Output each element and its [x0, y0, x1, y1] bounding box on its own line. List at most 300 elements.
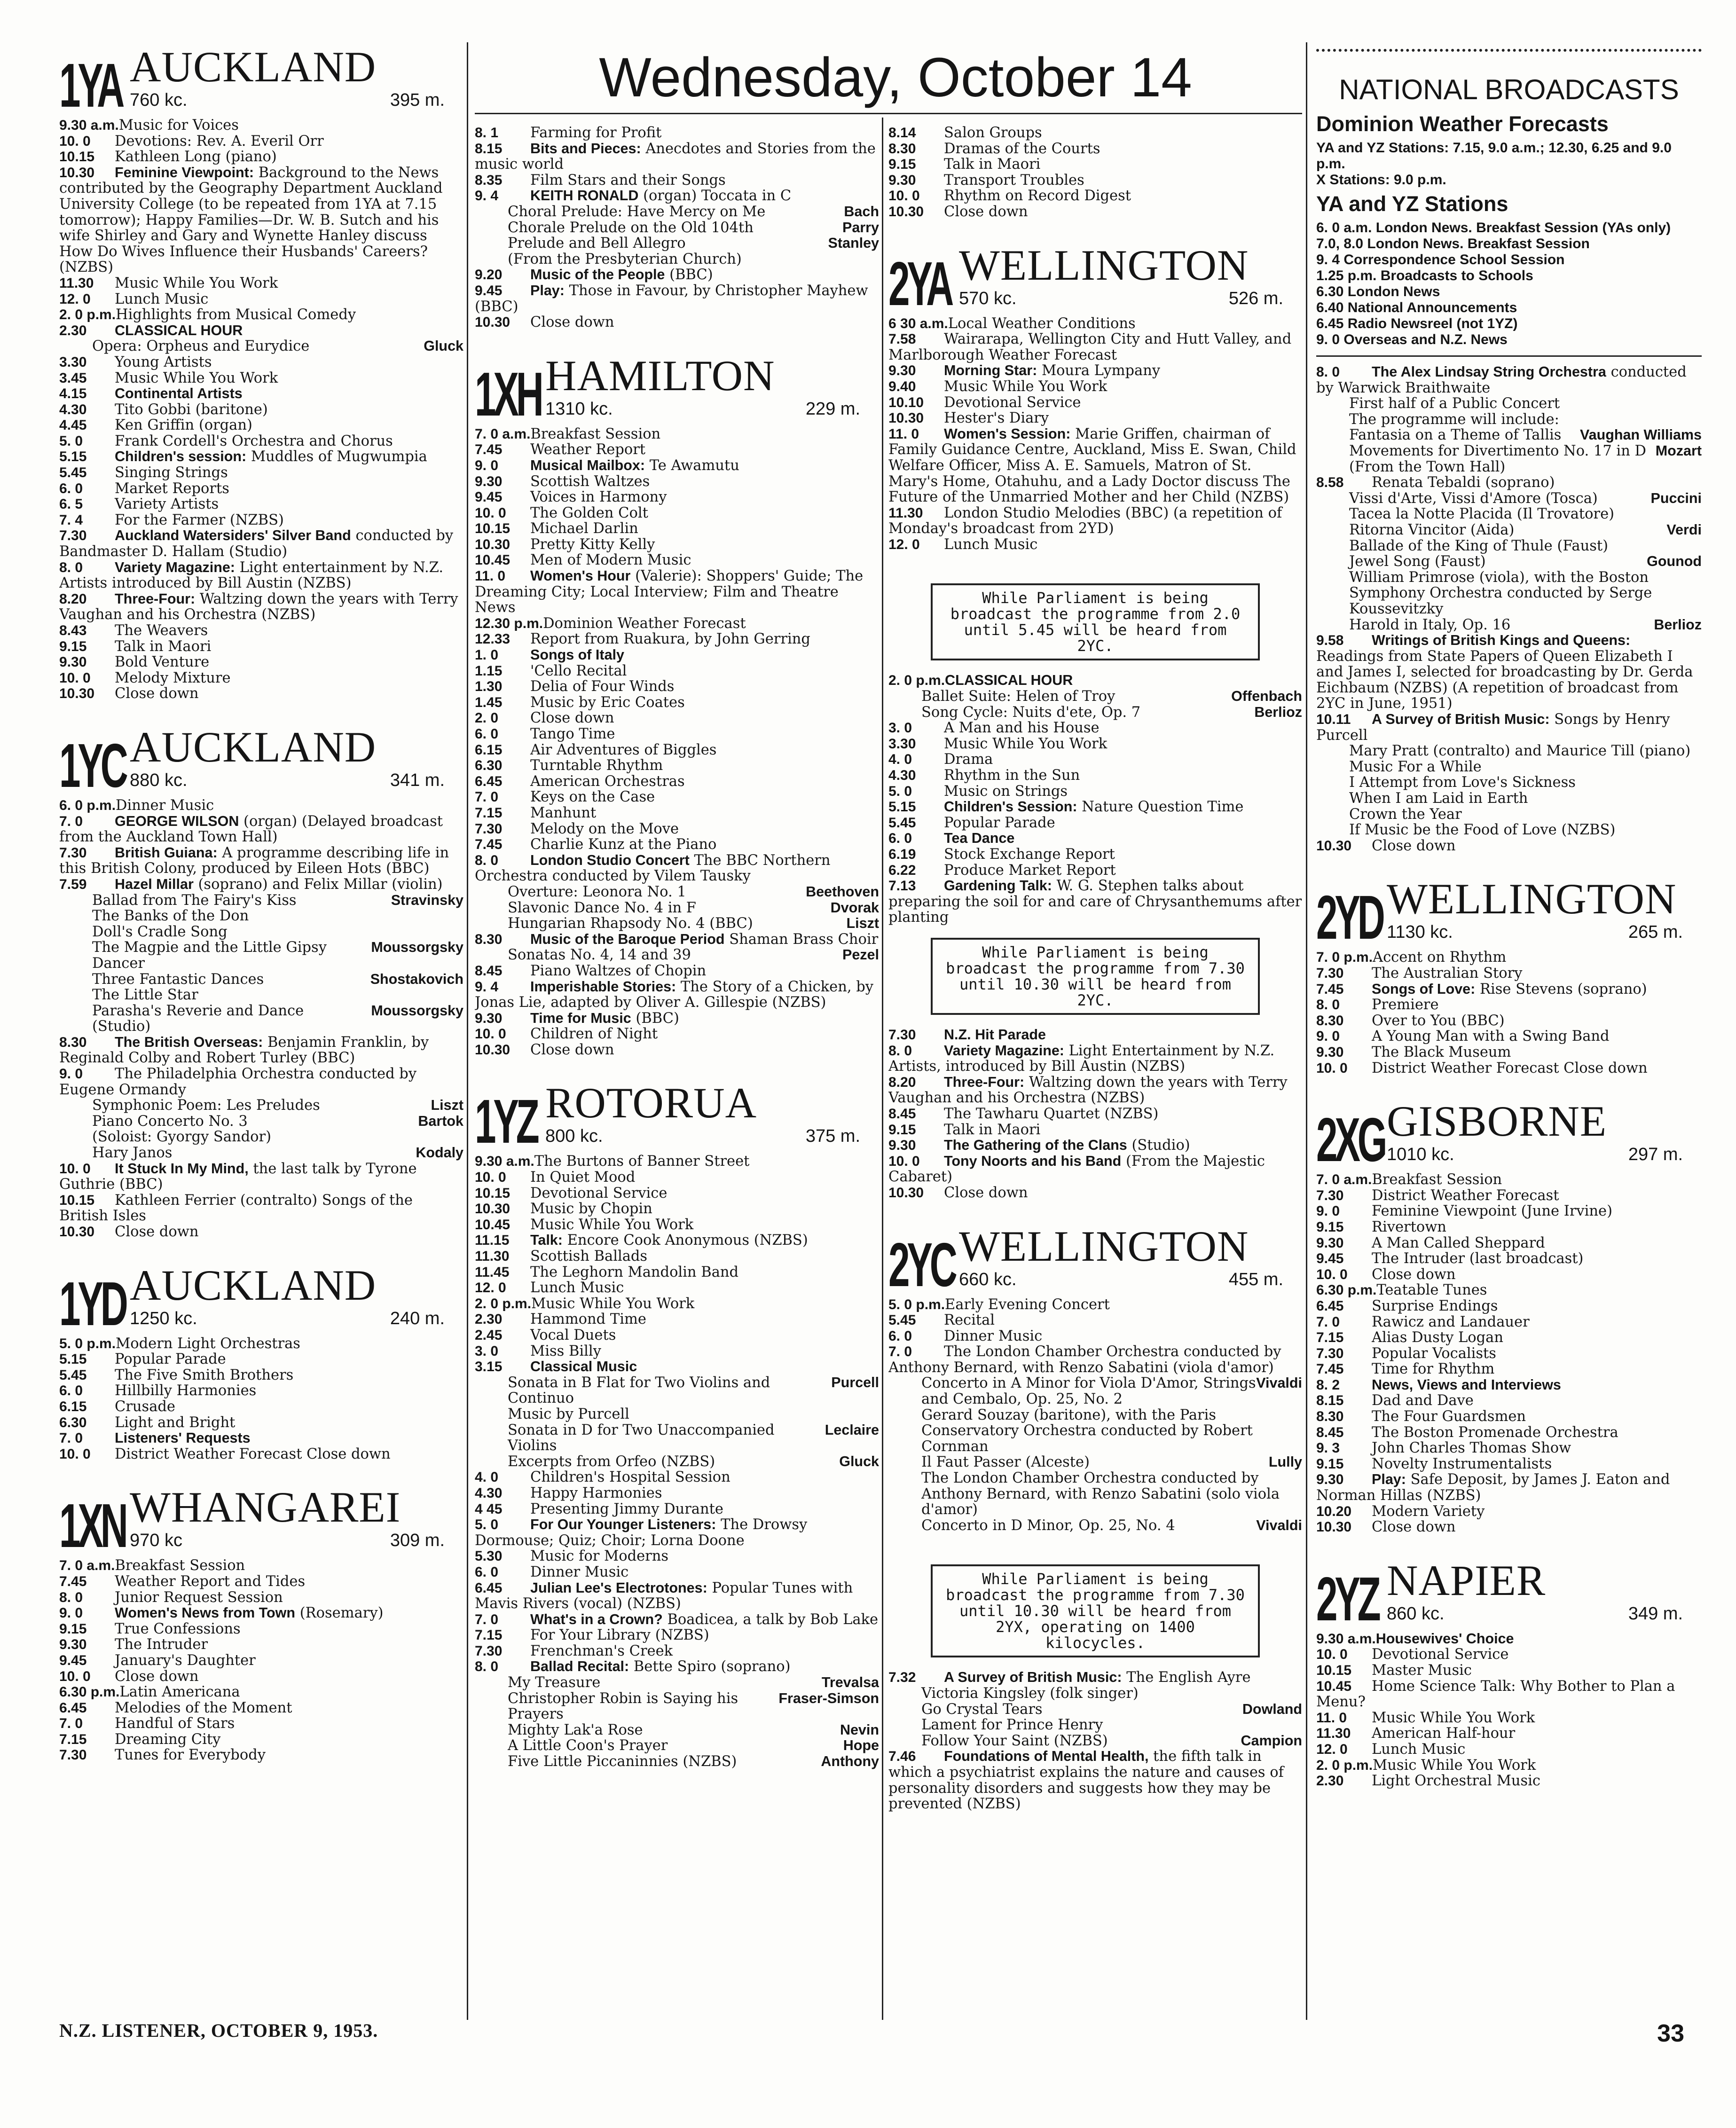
- programme-description: Rhythm on Record Digest: [944, 188, 1131, 204]
- programme-description: Boadicea, a talk by Bob Lake: [667, 1611, 879, 1628]
- station-city: WELLINGTON: [1387, 875, 1677, 923]
- composer: Verdi: [1666, 521, 1702, 538]
- station-header: [59, 1483, 463, 1561]
- programme-item: [475, 631, 879, 647]
- spacer: [59, 1462, 463, 1481]
- programme-title: Women's News from Town: [115, 1605, 296, 1621]
- programme-item: [59, 354, 463, 370]
- programme-time: 7.45: [475, 837, 503, 853]
- programme-item: [59, 877, 463, 893]
- programme-item: [475, 616, 879, 632]
- programme-subitem: [1316, 396, 1702, 412]
- programme-description: Transport Troubles: [944, 172, 1084, 188]
- programme-description: Readings from State Papers of Queen Elizabeth I and James I, selected for broadcasting by Dr. Gerda Eichbaum (NZBS) (A repetition of broadcast from 2YC in June, 1951): [1316, 648, 1693, 712]
- programme-description: Moura Lympany: [1041, 362, 1161, 379]
- programme-description: Voices in Harmony: [530, 489, 667, 506]
- programme-description: Hungarian Rhapsody No. 4 (BBC): [508, 915, 753, 932]
- programme-description: Follow Your Saint (NZBS): [921, 1732, 1108, 1749]
- programme-description: conducted by Warwick Braithwaite: [1316, 364, 1687, 396]
- programme-description: Frenchman's Creek: [530, 1642, 673, 1659]
- programme-time: 9.20: [475, 267, 503, 283]
- programme-description: Il Faut Passer (Alceste): [921, 1454, 1090, 1471]
- programme-item: [1316, 475, 1702, 491]
- programme-description: Rawicz and Landauer: [1372, 1313, 1530, 1330]
- programme-time: 10. 0: [59, 670, 91, 686]
- programme-time: 5. 0 p.m.: [59, 1335, 116, 1351]
- programme-time: 3.30: [59, 354, 87, 370]
- programme-time: 9. 0: [1316, 1203, 1340, 1219]
- programme-description: The London Chamber Orchestra conducted by Anthony Bernard, with Renzo Sabatini (viola d'amor): [888, 1343, 1281, 1376]
- programme-subitem: [888, 1470, 1302, 1518]
- programme-item: [59, 814, 463, 845]
- programme-item: [475, 679, 879, 695]
- programme-time: 7. 0: [888, 1344, 912, 1360]
- programme-description: Music While You Work: [530, 1216, 694, 1233]
- composer: Berlioz: [1254, 704, 1302, 720]
- programme-description: Local Weather Conditions: [948, 315, 1136, 332]
- station-city: ROTORUA: [545, 1079, 757, 1127]
- station-call-sign: 1YD: [59, 1269, 126, 1338]
- programme-item: [475, 789, 879, 805]
- programme-title: British Guiana:: [115, 844, 218, 861]
- programme-time: 7.46: [888, 1749, 916, 1765]
- programme-item: [475, 647, 879, 663]
- programme-item: [475, 805, 879, 821]
- programme-item: [59, 639, 463, 655]
- programme-description: The Intruder (last broadcast): [1372, 1250, 1584, 1267]
- column-4: [1316, 40, 1702, 2020]
- programme-title: Gardening Talk:: [944, 878, 1052, 894]
- programme-subitem: [1316, 412, 1702, 428]
- programme-item: [59, 481, 463, 497]
- composer: Berlioz: [1654, 616, 1702, 633]
- composer: Beethoven: [806, 883, 879, 900]
- programme-time: 9.30 a.m.: [475, 1154, 534, 1170]
- programme-item: [59, 591, 463, 623]
- programme-description: Melody on the Move: [530, 820, 679, 837]
- programme-description: Tito Gobbi (baritone): [115, 401, 268, 418]
- wavy-rule: [1316, 49, 1702, 56]
- programme-time: 7.45: [59, 1573, 87, 1589]
- programme-item: [59, 1399, 463, 1415]
- programme-description: Sonata in B Flat for Two Violins and Continuo: [508, 1374, 770, 1407]
- programme-item: [59, 623, 463, 639]
- programme-item: [1316, 1188, 1702, 1204]
- programme-description: The Australian Story: [1372, 965, 1523, 982]
- station-frequency: 880 kc.: [130, 770, 188, 790]
- programme-item: [59, 560, 463, 591]
- programme-description: Close down: [530, 314, 614, 331]
- programme-description: Wairarapa, Wellington City and Hutt Valley, and Marlborough Weather Forecast: [888, 331, 1292, 363]
- station-header: [59, 43, 463, 120]
- programme-subitem: [475, 947, 879, 963]
- column-rule: [1306, 42, 1307, 2020]
- programme-time: 5.45: [59, 465, 87, 481]
- programme-time: 10.30: [59, 686, 95, 702]
- programme-time: 9.30: [475, 473, 503, 489]
- programme-item: [888, 157, 1302, 173]
- programme-item: [888, 188, 1302, 204]
- programme-description: (Studio): [92, 1018, 151, 1035]
- programme-item: [59, 512, 463, 528]
- programme-description: Highlights from Musical Comedy: [116, 306, 356, 323]
- programme-title: Bits and Pieces:: [530, 140, 641, 157]
- programme-time: 8.43: [59, 623, 87, 638]
- programme-title: Ballad Recital:: [530, 1658, 629, 1675]
- programme-description: Rivertown: [1372, 1218, 1446, 1235]
- programme-subitem: [475, 1422, 879, 1454]
- programme-time: 7.15: [59, 1731, 87, 1747]
- programme-title: Tea Dance: [944, 830, 1015, 847]
- programme-time: 9. 0: [1316, 1029, 1340, 1044]
- programme-description: Stock Exchange Report: [944, 846, 1115, 863]
- programme-item: [59, 275, 463, 291]
- programme-description: (From the Majestic Cabaret): [888, 1153, 1265, 1186]
- programme-item: [888, 878, 1302, 926]
- programme-item: [475, 1296, 879, 1312]
- programme-description: The Little Star: [92, 987, 198, 1004]
- programme-description: London Studio Melodies (BBC) (a repetition of Monday's broadcast from 2YD): [888, 504, 1282, 537]
- programme-time: 9.15: [888, 1122, 916, 1138]
- programme-description: If Music be the Food of Love (NZBS): [1349, 822, 1616, 839]
- programme-title: Imperishable Stories:: [530, 978, 676, 995]
- programme-time: 11.30: [59, 275, 94, 291]
- programme-item: [1316, 1409, 1702, 1425]
- programme-description: Those in Favour, by Christopher Mayhew (BBC): [475, 282, 868, 315]
- programme-description: Te Awamutu: [649, 457, 739, 474]
- programme-subitem: [888, 1717, 1302, 1733]
- programme-time: 8.58: [1316, 475, 1344, 491]
- programme-title: The Gathering of the Clans: [944, 1137, 1127, 1154]
- programme-title: The British Overseas:: [115, 1034, 263, 1050]
- station-wavelength: 395 m.: [390, 90, 445, 110]
- programme-subitem: [888, 1686, 1302, 1702]
- programme-time: 6.19: [888, 847, 916, 862]
- programme-time: 8. 0: [1316, 997, 1340, 1013]
- programme-description: The Philadelphia Orchestra conducted by Eugene Ormandy: [59, 1066, 417, 1098]
- programme-title: Three-Four:: [115, 590, 196, 607]
- programme-subitem: [59, 972, 463, 988]
- station-header: [59, 722, 463, 800]
- programme-description: Modern Light Orchestras: [116, 1335, 300, 1352]
- programme-item: [888, 1312, 1302, 1328]
- programme-time: 9.30: [888, 1138, 916, 1154]
- programme-item: [1316, 997, 1702, 1013]
- programme-item: [475, 1327, 879, 1343]
- programme-description: The Burtons of Banner Street: [534, 1153, 750, 1170]
- programme-item: [888, 141, 1302, 157]
- composer: Campion: [1241, 1732, 1302, 1749]
- programme-item: [1316, 1425, 1702, 1441]
- programme-item: [475, 695, 879, 711]
- programme-time: 5. 0 p.m.: [888, 1296, 945, 1312]
- programme-time: 7.30: [59, 528, 87, 544]
- programme-description: Light entertainment by N.Z. Artists introduced by Bill Austin (NZBS): [59, 559, 444, 592]
- station-frequency: 760 kc.: [130, 90, 188, 110]
- programme-item: [59, 307, 463, 323]
- programme-item: [1316, 966, 1702, 982]
- programme-description: Music While You Work: [1373, 1757, 1536, 1774]
- programme-time: 9.15: [59, 1621, 87, 1637]
- programme-time: 6.30: [59, 1414, 87, 1430]
- programme-description: Young Artists: [115, 353, 212, 370]
- programme-time: 10.45: [1316, 1678, 1352, 1694]
- programme-description: (BBC): [636, 1010, 679, 1027]
- programme-item: [475, 568, 879, 616]
- programme-item: [59, 370, 463, 386]
- station-call-sign: 2XG: [1316, 1105, 1385, 1175]
- programme-description: Farming for Profit: [530, 125, 662, 141]
- composer: Vivaldi: [1256, 1375, 1302, 1391]
- programme-time: 11. 0: [1316, 1710, 1347, 1726]
- programme-description: (Soloist: Gyorgy Sandor): [92, 1129, 271, 1146]
- programme-time: 7.59: [59, 876, 87, 892]
- programme-item: [1316, 1679, 1702, 1710]
- programme-item: [475, 458, 879, 474]
- programme-time: 2. 0 p.m.: [59, 307, 116, 323]
- footer-publication: N.Z. LISTENER, OCTOBER 9, 1953.: [59, 2020, 378, 2041]
- programme-time: 8. 0: [59, 1589, 83, 1605]
- programme-description: Lunch Music: [530, 1280, 624, 1296]
- programme-description: Mighty Lak'a Rose: [508, 1721, 643, 1738]
- programme-item: [888, 1749, 1302, 1812]
- column-rule: [882, 118, 883, 2020]
- station-call-sign: 1YC: [59, 730, 126, 800]
- programme-time: 7.30: [59, 845, 87, 861]
- programme-description: Scottish Waltzes: [530, 473, 650, 490]
- programme-description: Surprise Endings: [1372, 1297, 1498, 1314]
- composer: Gluck: [424, 338, 463, 354]
- station-frequency: 1130 kc.: [1387, 922, 1453, 942]
- programme-item: [59, 1653, 463, 1669]
- programme-item: [1316, 1044, 1702, 1060]
- programme-item: [1316, 1203, 1702, 1219]
- programme-time: 9.30 a.m.: [59, 118, 119, 133]
- programme-title: Listeners' Requests: [115, 1430, 251, 1446]
- programme-time: 4. 0: [888, 752, 912, 768]
- programme-item: [475, 1548, 879, 1564]
- national-item: 9. 4 Correspondence School Session: [1316, 252, 1565, 267]
- programme-description: Vocal Duets: [530, 1327, 616, 1343]
- programme-time: 10.30: [888, 1185, 924, 1201]
- programme-time: 10.11: [1316, 712, 1351, 728]
- programme-time: 8.35: [475, 172, 503, 188]
- programme-description: Renata Tebaldi (soprano): [1372, 474, 1555, 491]
- programme-description: Alias Dusty Logan: [1372, 1329, 1503, 1346]
- programme-description: (BBC): [669, 267, 713, 283]
- composer: Pezel: [842, 947, 879, 963]
- programme-item: [888, 1670, 1302, 1686]
- programme-description: Hester's Diary: [944, 410, 1049, 427]
- programme-time: 6.30 p.m.: [1316, 1282, 1377, 1298]
- programme-description: Lunch Music: [115, 291, 209, 307]
- forecast-times: X Stations: 9.0 p.m.: [1316, 172, 1446, 188]
- programme-item: [888, 1328, 1302, 1344]
- programme-time: 9.45: [1316, 1251, 1344, 1267]
- programme-description: Close down: [1372, 837, 1456, 854]
- programme-time: 8. 0: [1316, 364, 1340, 380]
- programme-time: 10.30: [475, 1042, 511, 1058]
- programme-description: The Intruder: [115, 1636, 208, 1653]
- programme-item: [475, 758, 879, 774]
- composer: Trevalsa: [821, 1674, 879, 1691]
- programme-description: Dinner Music: [530, 1563, 629, 1580]
- programme-description: Pretty Kitty Kelly: [530, 536, 655, 553]
- programme-description: (organ) Toccata in C: [643, 188, 792, 204]
- spacer: [475, 1058, 879, 1076]
- programme-description: Close down: [530, 1041, 614, 1058]
- composer: Parry: [842, 219, 879, 236]
- programme-time: 3.15: [475, 1359, 503, 1375]
- programme-title: The Alex Lindsay String Orchestra: [1372, 364, 1606, 380]
- programme-subitem: [888, 1518, 1302, 1534]
- programme-time: 10.10: [888, 394, 924, 410]
- station-call-sign: 2YZ: [1316, 1564, 1378, 1633]
- programme-description: Ritorna Vincitor (Aida): [1349, 521, 1515, 538]
- programme-description: Movements for Divertimento No. 17 in D: [1349, 442, 1646, 459]
- programme-description: Dad and Dave: [1372, 1392, 1474, 1409]
- programme-description: Slavonic Dance No. 4 in F: [508, 899, 696, 916]
- programme-item: [59, 1161, 463, 1193]
- programme-title: Talk:: [530, 1232, 563, 1249]
- programme-time: 7.30: [1316, 1187, 1344, 1203]
- station-city: AUCKLAND: [130, 43, 377, 91]
- station-wavelength: 229 m.: [805, 399, 860, 419]
- programme-description: Devotional Service: [944, 394, 1081, 411]
- composer: Vivaldi: [1256, 1517, 1302, 1533]
- programme-time: 8. 0: [888, 1043, 912, 1059]
- programme-item: [888, 720, 1302, 736]
- programme-description: Ballade of the King of Thule (Faust): [1349, 537, 1609, 554]
- programme-time: 9.30: [59, 1637, 87, 1653]
- programme-item: [888, 204, 1302, 220]
- programme-item: [475, 1186, 879, 1201]
- programme-description: Hammond Time: [530, 1311, 646, 1328]
- programme-description: W. G. Stephen talks about preparing the soil for and care of Chrysanthemums after planting: [888, 878, 1302, 926]
- programme-description: Kathleen Ferrier (contralto) Songs of the British Isles: [59, 1192, 413, 1225]
- programme-description: Children of Night: [530, 1026, 658, 1043]
- programme-description: Charlie Kunz at the Piano: [530, 836, 717, 853]
- programme-time: 12. 0: [475, 1280, 506, 1296]
- programme-description: Devotional Service: [1372, 1646, 1509, 1663]
- station-header: [888, 1222, 1302, 1299]
- programme-time: 9.30: [1316, 1472, 1344, 1488]
- programme-description: Junior Request Session: [115, 1589, 283, 1606]
- programme-item: [475, 663, 879, 679]
- programme-item: [59, 798, 463, 814]
- programme-time: 11.30: [1316, 1726, 1351, 1742]
- programme-item: [888, 768, 1302, 784]
- national-item: 9. 0 Overseas and N.Z. News: [1316, 332, 1508, 347]
- programme-title: Songs of Love:: [1372, 981, 1476, 997]
- programme-description: The Five Smith Brothers: [115, 1366, 294, 1383]
- national-item: 6. 0 a.m. London News. Breakfast Session (YAs only): [1316, 220, 1671, 236]
- programme-subitem: [475, 1691, 879, 1722]
- station-wavelength: 455 m.: [1228, 1269, 1283, 1289]
- programme-time: 9.15: [888, 157, 916, 173]
- programme-time: 5.15: [59, 449, 87, 465]
- programme-title: A Survey of British Music:: [944, 1669, 1122, 1686]
- programme-item: [475, 125, 879, 141]
- programme-description: The English Ayre: [1126, 1669, 1251, 1686]
- programme-title: KEITH RONALD: [530, 188, 639, 204]
- programme-time: 10.15: [1316, 1663, 1352, 1678]
- station-call-sign: 1XN: [59, 1491, 126, 1561]
- programme-item: [59, 149, 463, 165]
- programme-time: 6. 0: [475, 726, 499, 742]
- programme-time: 9.30: [1316, 1044, 1344, 1060]
- programme-item: [888, 331, 1302, 363]
- programme-description: A programme describing life in this British Colony, produced by Eileen Hots (BBC): [59, 844, 449, 877]
- programme-item: [59, 1700, 463, 1716]
- programme-time: 7. 0: [59, 1430, 83, 1446]
- programme-description: Happy Harmonies: [530, 1484, 662, 1501]
- programme-description: In Quiet Mood: [530, 1169, 636, 1186]
- programme-description: Music While You Work: [944, 735, 1108, 752]
- programme-item: [475, 1501, 879, 1517]
- programme-item: [475, 774, 879, 790]
- programme-description: Singing Strings: [115, 464, 228, 481]
- programme-time: 8.30: [1316, 1013, 1344, 1029]
- programme-time: 9.30: [1316, 1235, 1344, 1251]
- programme-time: 7.45: [475, 442, 503, 458]
- programme-item: [475, 963, 879, 979]
- programme-description: (soprano) and Felix Millar (violin): [198, 876, 443, 893]
- programme-subitem: [475, 220, 879, 236]
- programme-time: 6.45: [475, 773, 503, 789]
- programme-item: [475, 173, 879, 188]
- programme-time: 6.45: [475, 1580, 503, 1596]
- programme-time: 7.15: [475, 1627, 503, 1643]
- programme-item: [1316, 364, 1702, 396]
- programme-description: (From the Presbyterian Church): [508, 251, 742, 267]
- programme-item: [1316, 1456, 1702, 1472]
- programme-title: Musical Mailbox:: [530, 457, 645, 473]
- programme-item: [59, 845, 463, 877]
- station-city: HAMILTON: [545, 351, 775, 400]
- programme-description: Christopher Robin is Saying his Prayers: [508, 1690, 738, 1723]
- programme-time: 5.45: [888, 815, 916, 831]
- programme-item: [475, 426, 879, 442]
- programme-description: Popular Tunes with Mavis Rivers (vocal) (NZBS): [475, 1579, 853, 1612]
- programme-subitem: [59, 908, 463, 924]
- programme-time: 5.45: [59, 1367, 87, 1383]
- programme-time: 10.45: [475, 552, 511, 568]
- programme-subitem: [1316, 554, 1702, 570]
- composer: Anthony: [821, 1753, 879, 1770]
- programme-title: Julian Lee's Electrotones:: [530, 1579, 707, 1596]
- programme-description: The Four Guardsmen: [1372, 1408, 1526, 1425]
- programme-item: [1316, 1377, 1702, 1393]
- programme-description: Melody Mixture: [115, 669, 231, 686]
- programme-description: A Young Man with a Swing Band: [1372, 1028, 1610, 1045]
- programme-time: 6.45: [59, 1700, 87, 1716]
- programme-time: 10.30: [475, 314, 511, 330]
- national-broadcasts-title: NATIONAL BROADCASTS: [1339, 74, 1679, 105]
- programme-time: 5.15: [888, 799, 916, 815]
- programme-description: Hillbilly Harmonies: [115, 1382, 257, 1399]
- programme-time: 9.45: [475, 489, 503, 505]
- programme-item: [475, 1311, 879, 1327]
- programme-subitem: [59, 940, 463, 971]
- composer: Purcell: [831, 1374, 879, 1390]
- programme-item: [59, 402, 463, 418]
- programme-item: [59, 449, 463, 465]
- programme-description: Music For a While: [1349, 758, 1482, 775]
- programme-description: Prelude and Bell Allegro: [508, 235, 686, 252]
- programme-item: [1316, 1393, 1702, 1409]
- programme-time: 8.30: [888, 141, 916, 157]
